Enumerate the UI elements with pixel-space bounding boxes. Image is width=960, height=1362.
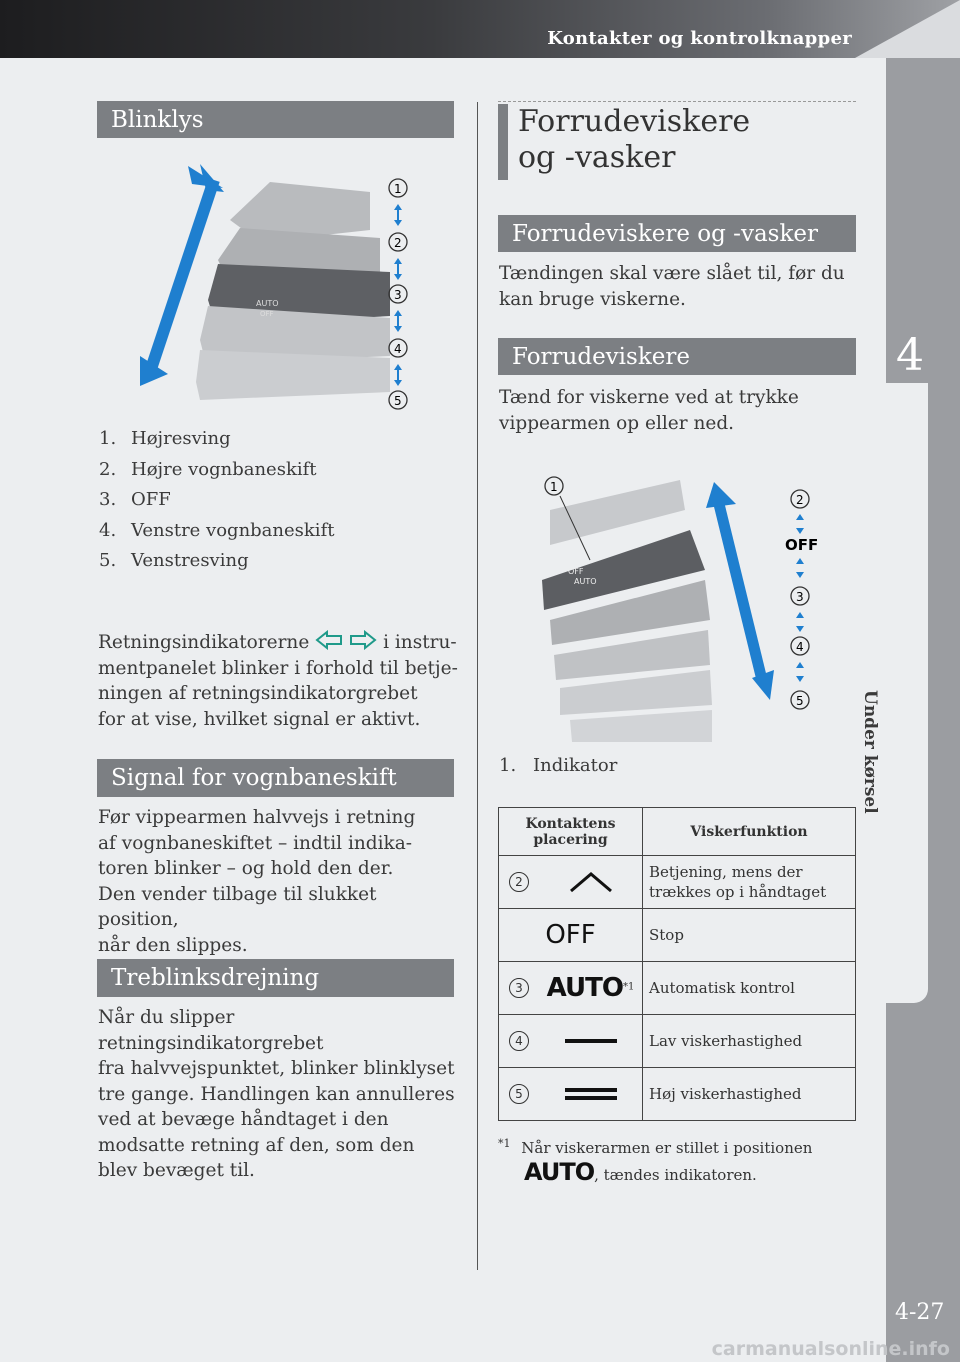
stalk-pos-5 — [196, 350, 390, 400]
list-item: 3. OFF — [99, 489, 171, 510]
list-item: 5. Venstresving — [99, 550, 249, 571]
footnote-mark: *1 — [498, 1137, 511, 1150]
function-cell: Automatisk kontrol — [643, 962, 856, 1015]
stalk-label-off: OFF — [260, 310, 274, 318]
function-cell: Lav viskerhastighed — [643, 1015, 856, 1068]
signal-paragraph — [98, 805, 458, 958]
position-number: 4 — [509, 1031, 529, 1051]
table-row — [499, 909, 856, 962]
marker-4: 4 — [394, 342, 402, 356]
stalk-positions — [196, 182, 390, 400]
marker-3: 3 — [394, 288, 402, 302]
section-heading-forrude-vasker — [498, 215, 856, 252]
paragraph-line: Den vender tilbage til slukket position, — [98, 883, 377, 930]
auto-symbol: AUTO — [546, 973, 623, 1003]
main-heading-line: og -vasker — [518, 140, 676, 175]
wiper-marker-4: 4 — [796, 640, 804, 654]
wiper-caption: 1. Indikator — [499, 755, 618, 776]
function-cell: Betjening, mens der trækkes op i håndtaget — [643, 856, 856, 909]
blinklys-list — [99, 428, 449, 581]
wiper-label-auto: AUTO — [574, 577, 597, 586]
table-header: Viskerfunktion — [643, 808, 856, 856]
paragraph-line: Retningsindikatorerne i instru- — [98, 632, 457, 653]
section-heading-signal — [97, 759, 454, 797]
position-cell — [499, 1068, 643, 1121]
paragraph-line: Tændingen skal være slået til, før du — [499, 263, 845, 284]
position-cell — [499, 909, 643, 962]
wiper-function-table — [498, 807, 856, 1121]
section-heading-treblink — [97, 959, 454, 997]
blinklys-paragraph — [98, 630, 458, 732]
paragraph-line: når den slippes. — [98, 934, 248, 956]
watermark: carmanualsonline.info — [711, 1338, 950, 1360]
heading-text: Signal for vognbaneskift — [111, 765, 397, 791]
header-bar — [0, 0, 960, 58]
position-cell — [499, 856, 643, 909]
wiper-stalk-positions — [542, 480, 712, 742]
wiper-lever-figure — [530, 470, 830, 745]
wiper-markers — [785, 490, 818, 709]
position-number: 2 — [509, 872, 529, 892]
function-cell: Høj viskerhastighed — [643, 1068, 856, 1121]
footnote-ref: *1 — [622, 981, 635, 993]
paragraph-line: Tænd for viskerne ved at trykke — [499, 387, 799, 408]
header-corner — [855, 0, 960, 58]
marker-5: 5 — [394, 394, 402, 408]
chapter-tab — [886, 383, 928, 1003]
table-row — [499, 1015, 856, 1068]
sub1-paragraph — [499, 261, 859, 312]
list-item: 2. Højre vognbaneskift — [99, 458, 317, 480]
wiper-marker-off: OFF — [785, 536, 819, 554]
paragraph-line: modsatte retning af den, som den — [98, 1134, 415, 1156]
marker-1: 1 — [394, 182, 402, 196]
heading-text: Forrudeviskere — [512, 343, 690, 370]
position-cell — [499, 962, 643, 1015]
main-heading-line: Forrudeviskere — [518, 104, 751, 139]
chapter-number: 4 — [896, 330, 924, 381]
list-item: 1. Højresving — [99, 428, 231, 449]
turn-arrows-icon — [315, 630, 377, 650]
main-heading — [498, 104, 768, 180]
chevron-up-icon — [569, 871, 613, 893]
dashed-rule — [498, 101, 856, 102]
wiper-marker-2: 2 — [796, 493, 804, 507]
treblink-paragraph — [98, 1005, 458, 1184]
column-divider — [477, 102, 478, 1270]
paragraph-line: vippearmen op eller ned. — [499, 412, 735, 434]
function-cell: Stop — [643, 909, 856, 962]
table-header-row — [499, 808, 856, 856]
list-item: 4. Venstre vognbaneskift — [99, 519, 335, 541]
paragraph-line: ved at bevæge håndtaget i den — [98, 1109, 389, 1130]
position-cell — [499, 1015, 643, 1068]
wiper-direction-arrow — [706, 482, 774, 700]
heading-text: Forrudeviskere og -vasker — [512, 220, 819, 247]
table-row — [499, 856, 856, 909]
paragraph-line: ningen af retningsindikatorgrebet — [98, 683, 418, 704]
footnote — [498, 1132, 858, 1187]
paragraph-line: Når du slipper retningsindikatorgrebet — [98, 1007, 324, 1054]
chapter-tab-label: Under kørsel — [860, 690, 880, 814]
paragraph-line: mentpanelet blinker i forhold til betje- — [98, 657, 458, 679]
header-title: Kontakter og kontrolknapper — [547, 28, 852, 49]
off-symbol: OFF — [545, 920, 596, 950]
stalk-label-auto: AUTO — [256, 299, 279, 308]
page-number: 4-27 — [895, 1300, 945, 1325]
sub2-paragraph — [499, 385, 859, 436]
heading-text: Blinklys — [111, 106, 204, 133]
wiper-marker-5: 5 — [796, 694, 804, 708]
paragraph-line: blev bevæget til. — [98, 1160, 255, 1181]
position-markers — [389, 179, 407, 409]
position-number: 5 — [509, 1084, 529, 1104]
single-bar-icon — [565, 1036, 617, 1046]
paragraph-line: Før vippearmen halvvejs i retning — [98, 807, 416, 828]
table-header: Kontaktens placering — [499, 808, 643, 856]
paragraph-line: toren blinker – og hold den der. — [98, 858, 394, 879]
section-heading-forrudeviskere — [498, 338, 856, 375]
marker-2: 2 — [394, 236, 402, 250]
table-row — [499, 962, 856, 1015]
paragraph-line: fra halvvejspunktet, blinker blinklyset — [98, 1058, 455, 1079]
position-number: 3 — [509, 978, 529, 998]
paragraph-line: tre gange. Handlingen kan annulleres — [98, 1083, 455, 1105]
turn-signal-figure — [130, 160, 430, 415]
footnote-line: $^{*1}$ Når viskerarmen er stillet i positionen — [498, 1137, 813, 1157]
paragraph-line: kan bruge viskerne. — [499, 288, 686, 310]
wiper-label-off: OFF — [568, 567, 584, 576]
paragraph-line: for at vise, hvilket signal er aktivt. — [98, 708, 421, 730]
auto-symbol: AUTO — [524, 1158, 595, 1186]
wiper-marker-1: 1 — [550, 480, 558, 494]
table-row — [499, 1068, 856, 1121]
section-heading-blinklys — [97, 101, 454, 138]
footnote-line: AUTO, tændes indikatoren. — [524, 1158, 757, 1186]
double-bar-icon — [565, 1086, 617, 1102]
wiper-marker-3: 3 — [796, 590, 804, 604]
paragraph-line: af vognbaneskiftet – indtil indika- — [98, 832, 413, 854]
heading-text: Treblinksdrejning — [111, 965, 320, 991]
